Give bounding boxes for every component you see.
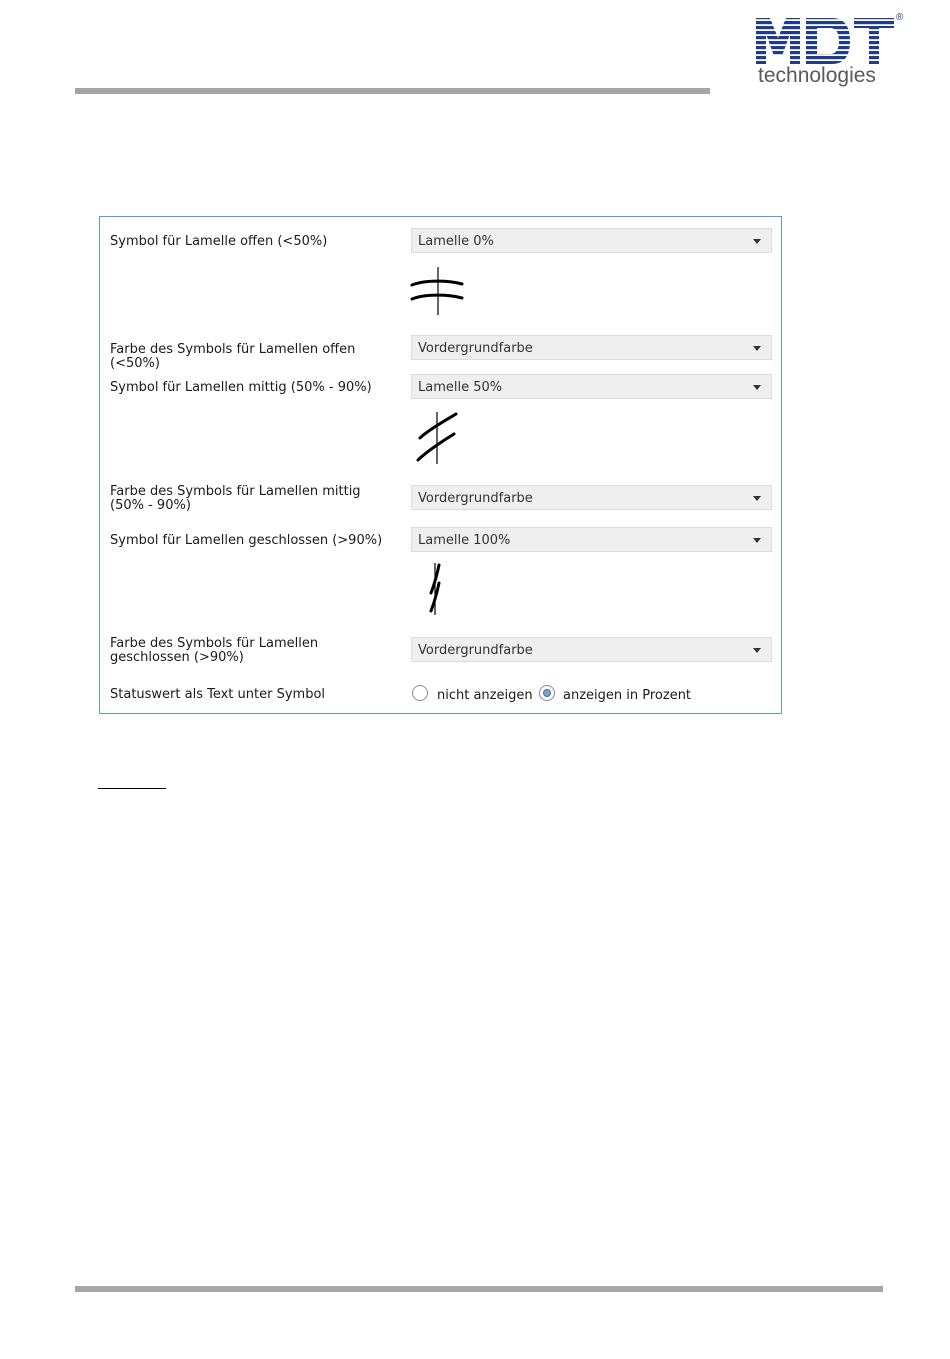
select-symbol-middle[interactable] [411, 374, 772, 399]
select-value: Lamelle 100% [418, 533, 511, 548]
registered-mark: ® [896, 12, 904, 23]
radio-label-not-shown: nicht anzeigen [437, 688, 533, 703]
underline-rule [98, 788, 166, 789]
chevron-down-icon [753, 538, 761, 543]
slat-open-icon [410, 265, 466, 317]
header-rule [75, 88, 710, 94]
slat-closed-icon [420, 561, 450, 617]
radio-show-percent[interactable] [539, 685, 555, 701]
footer-rule [75, 1286, 883, 1292]
select-color-middle[interactable] [411, 485, 772, 510]
select-value: Vordergrundfarbe [418, 643, 533, 658]
label-symbol-closed: Symbol für Lamellen geschlossen (>90%) [110, 533, 383, 548]
select-value: Lamelle 50% [418, 380, 503, 395]
chevron-down-icon [753, 385, 761, 390]
label-color-open: Farbe des Symbols für Lamellen offen (<50%) [110, 342, 356, 371]
radio-not-shown[interactable] [412, 685, 428, 701]
select-symbol-open[interactable] [411, 228, 772, 253]
chevron-down-icon [753, 496, 761, 501]
label-symbol-middle: Symbol für Lamellen mittig (50% - 90%) [110, 380, 372, 395]
select-color-closed[interactable] [411, 637, 772, 662]
mdt-logo-mark [756, 16, 896, 68]
slat-middle-icon [412, 410, 462, 466]
label-symbol-open: Symbol für Lamelle offen (<50%) [110, 234, 328, 249]
mdt-logo [756, 12, 906, 91]
label-status-text: Statuswert als Text unter Symbol [110, 687, 326, 702]
settings-panel [99, 216, 782, 714]
select-symbol-closed[interactable] [411, 527, 772, 552]
radio-label-show-percent: anzeigen in Prozent [563, 688, 692, 703]
select-value: Vordergrundfarbe [418, 341, 533, 356]
label-color-closed: Farbe des Symbols für Lamellen geschlossen (>90%) [110, 636, 319, 665]
select-color-open[interactable] [411, 335, 772, 360]
chevron-down-icon [753, 346, 761, 351]
select-value: Lamelle 0% [418, 234, 494, 249]
chevron-down-icon [753, 648, 761, 653]
logo-subtitle: technologies [758, 64, 876, 87]
chevron-down-icon [753, 239, 761, 244]
label-color-middle: Farbe des Symbols für Lamellen mittig (50% - 90%) [110, 484, 361, 513]
select-value: Vordergrundfarbe [418, 491, 533, 506]
